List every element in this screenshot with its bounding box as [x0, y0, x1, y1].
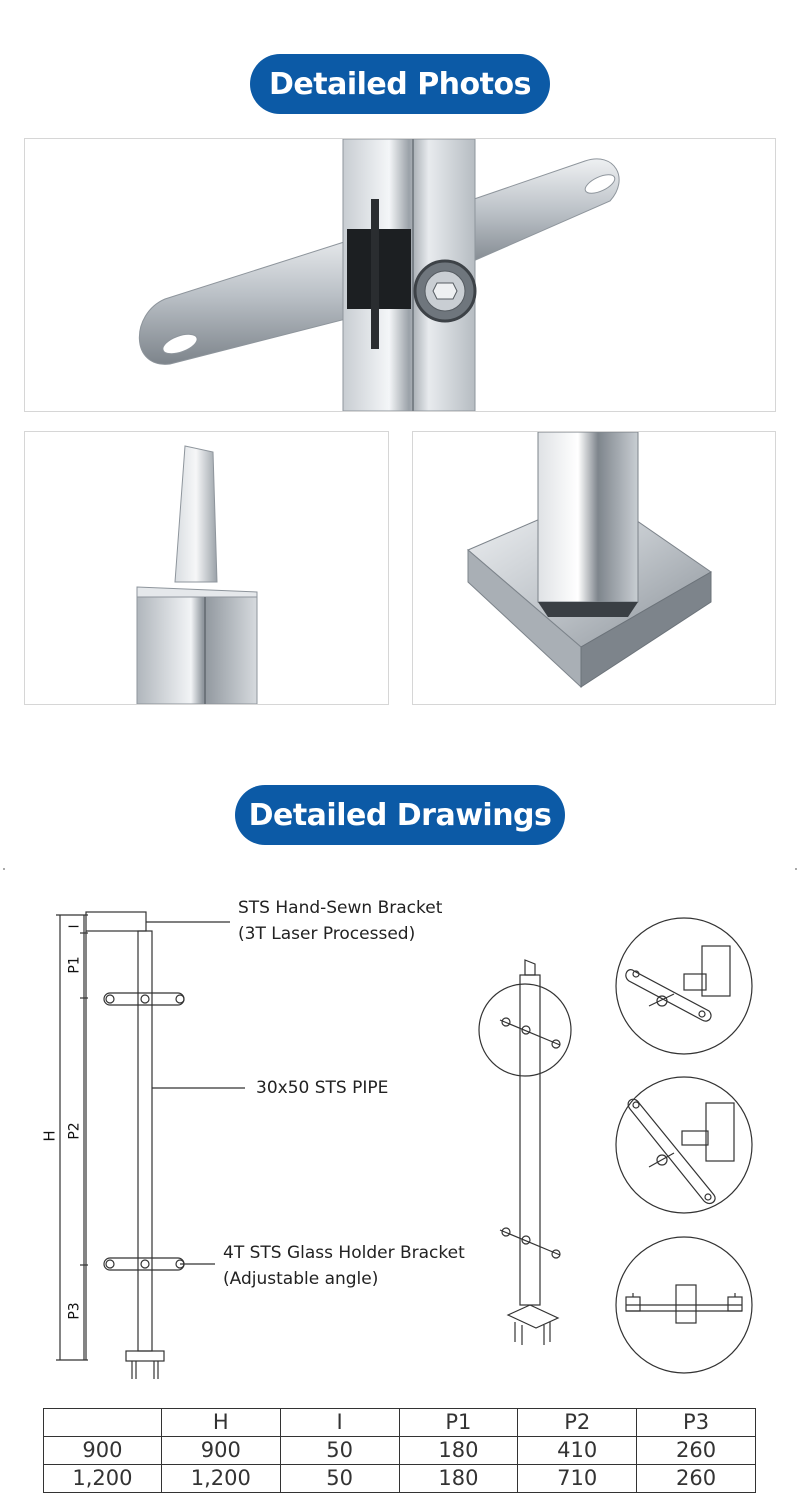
table-cell: 410 [518, 1437, 637, 1465]
table-cell: 260 [637, 1437, 756, 1465]
table-cell: 180 [399, 1437, 518, 1465]
table-header-cell: P1 [399, 1409, 518, 1437]
table-header-cell: I [280, 1409, 399, 1437]
detail-circle-middle [614, 1075, 754, 1215]
table-header-cell: H [161, 1409, 280, 1437]
separator-dot-left [3, 868, 5, 870]
dim-label-I: I [67, 924, 83, 929]
table-cell: 180 [399, 1465, 518, 1493]
table-header-row [44, 1409, 756, 1437]
table-header-cell: P3 [637, 1409, 756, 1437]
table-header-cell: P2 [518, 1409, 637, 1437]
detail-circle-top [614, 916, 754, 1056]
callout-holder-line1: 4T STS Glass Holder Bracket [223, 1243, 465, 1263]
photo-post-base-plate [412, 431, 776, 705]
table-header-cell [44, 1409, 162, 1437]
table-row [44, 1437, 756, 1465]
elevation-drawing [40, 895, 260, 1390]
spec-table [43, 1408, 756, 1493]
callout-pipe: 30x50 STS PIPE [256, 1078, 389, 1098]
table-cell: 1,200 [44, 1465, 162, 1493]
table-cell: 900 [44, 1437, 162, 1465]
dim-label-P3: P3 [66, 1302, 83, 1320]
table-cell: 50 [280, 1465, 399, 1493]
table-cell: 900 [161, 1437, 280, 1465]
callout-hand-sewn-bracket [238, 895, 442, 947]
callout-bracket-line2: (3T Laser Processed) [238, 924, 416, 944]
callout-glass-holder [223, 1240, 465, 1292]
table-cell: 710 [518, 1465, 637, 1493]
dim-label-H: H [40, 1130, 59, 1142]
table-cell: 260 [637, 1465, 756, 1493]
table-cell: 50 [280, 1437, 399, 1465]
separator-dot-right [795, 868, 797, 870]
callout-holder-line2: (Adjustable angle) [223, 1269, 379, 1289]
photo-post-top-bracket [24, 431, 389, 705]
detail-circle-bottom [614, 1235, 754, 1375]
table-row [44, 1465, 756, 1493]
dim-label-P1: P1 [66, 956, 83, 974]
table-cell: 1,200 [161, 1465, 280, 1493]
photo-bracket-closeup [24, 138, 776, 412]
drawings-section-title: Detailed Drawings [235, 785, 565, 845]
dim-label-P2: P2 [66, 1122, 83, 1140]
isometric-drawing [470, 950, 610, 1370]
photos-section-title: Detailed Photos [250, 54, 550, 114]
callout-bracket-line1: STS Hand-Sewn Bracket [238, 898, 443, 918]
